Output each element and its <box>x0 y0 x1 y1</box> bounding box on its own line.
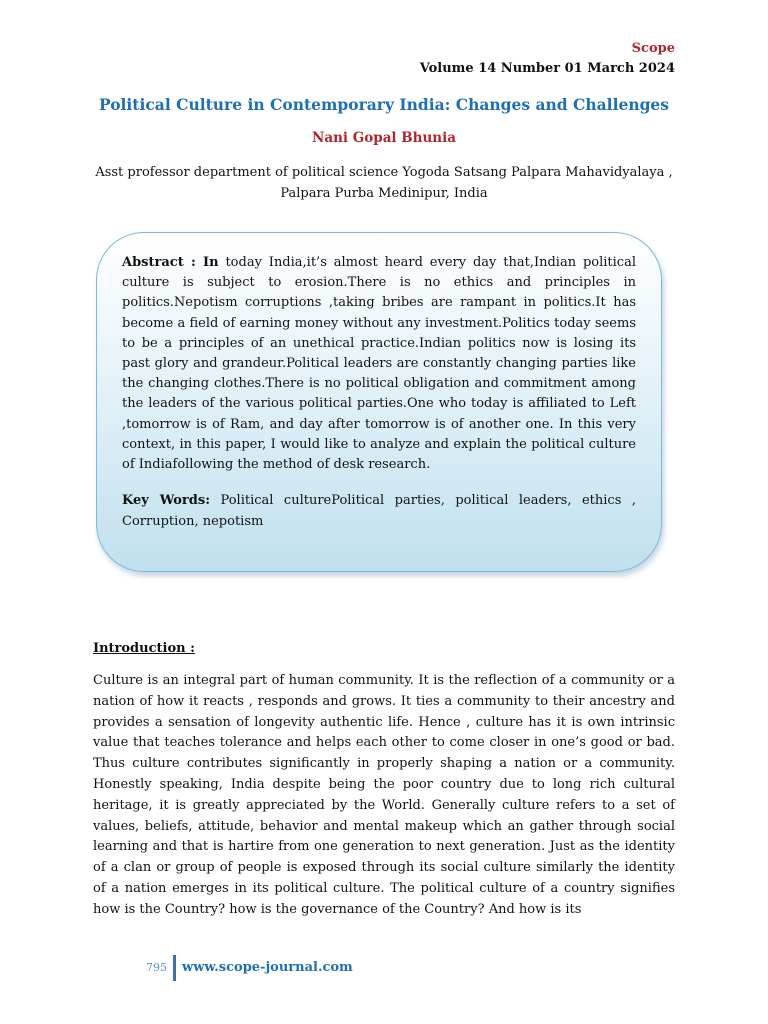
affiliation-line-1: Asst professor department of political science Yogoda Satsang Palpara Mahavidyalaya , <box>95 165 673 180</box>
affiliation-line-2: Palpara Purba Medinipur, India <box>280 186 488 201</box>
introduction-paragraph: Culture is an integral part of human community. It is the reflection of a community or a nation of how it reacts , responds and grows. It ties a community to their ancestry and provides a sensation of longevity authentic life. Hence , culture has it is own intrinsic value that teaches tolerance and helps each other to come closer in one’s good or bad. Thus culture contributes significantly in properly shaping a nation or a community. Honestly speaking, India despite being the poor country due to long rich cultural heritage, it is greatly appreciated by the World. Generally culture refers to a set of values, beliefs, attitude, behavior and mental makeup which an gather through social learning and that is hartire from one generation to next generation. Just as the identity of a clan or group of people is exposed through its social culture similarly the identity of a nation emerges in its political culture. The political culture of a country signifies how is the Country? how is the governance of the Country? And how is its <box>93 673 675 917</box>
abstract-text: today India,it’s almost heard every day that,Indian political culture is subject to erosion.There is no ethics and principles in politics.Nepotism corruptions ,taking bribes are rampant in politics.It has become a field of earning money without any investment.Politics today seems to be a principles of an unethical practice.Indian politics now is losing its past glory and grandeur.Political leaders are constantly changing parties like the changing clothes.There is no political obligation and commitment among the leaders of the various political parties.One who today is affiliated to Left ,tomorrow is of Ram, and day after tomorrow is of another one. In this very context, in this paper, I would like to analyze and explain the political culture of Indiafollowing the method of desk research. <box>122 255 636 473</box>
journal-name: Scope <box>631 41 675 56</box>
keywords-paragraph <box>122 490 636 532</box>
keywords-text: Political culturePolitical parties, political leaders, ethics , Corruption, nepotism <box>122 493 636 529</box>
keywords-label: Key Words: <box>122 493 210 508</box>
issue-info: Volume 14 Number 01 March 2024 <box>419 61 675 76</box>
abstract-paragraph <box>122 253 636 475</box>
abstract-box <box>96 232 662 572</box>
page-number: 795 <box>146 961 167 974</box>
section-heading-introduction: Introduction : <box>93 641 195 656</box>
author-affiliation <box>60 162 708 204</box>
journal-website-link[interactable]: www.scope-journal.com <box>182 960 353 975</box>
paper-title: Political Culture in Contemporary India: Changes and Challenges <box>98 95 670 114</box>
author-name: Nani Gopal Bhunia <box>311 130 456 146</box>
abstract-label: Abstract : In <box>122 255 219 270</box>
footer-divider <box>173 955 176 981</box>
